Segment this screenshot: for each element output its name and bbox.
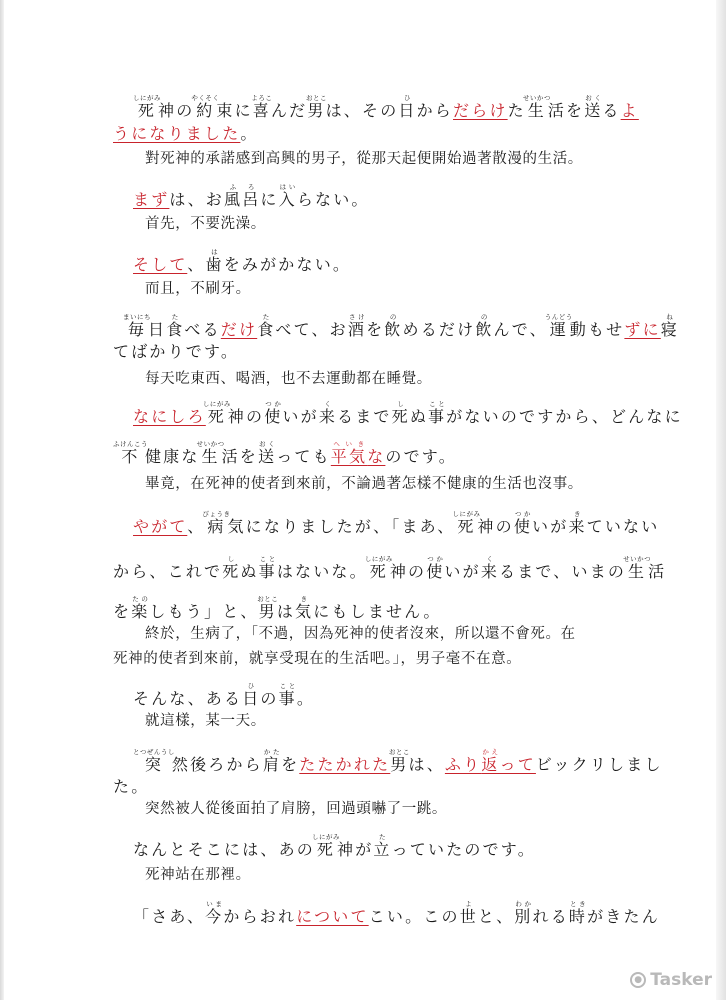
text-segment: から、これで [113, 562, 223, 581]
ruby-base: 使 [426, 562, 445, 581]
ruby-base: 約 [191, 101, 220, 120]
text-line-jp [113, 778, 149, 796]
text-segment: 束 [216, 101, 235, 120]
ruby-base: 別 [514, 907, 533, 926]
ruby-segment [312, 833, 341, 859]
furigana: おとこ [388, 748, 410, 756]
highlighted-grammar-point: って [499, 755, 536, 774]
ruby-segment [568, 900, 588, 926]
furigana: ろ [242, 183, 261, 191]
furigana: とき [568, 900, 588, 908]
text-segment: の [495, 517, 514, 536]
text-segment: の [246, 407, 265, 426]
furigana: た [166, 313, 185, 321]
ruby-segment [166, 313, 185, 339]
text-segment: 活 [648, 562, 667, 581]
furigana: しにがみ [202, 400, 231, 408]
ruby-base: 生 [522, 101, 551, 120]
text-segment: 活 [547, 101, 567, 120]
highlighted-grammar-point: ふり [444, 755, 482, 774]
text-segment: 健康 [144, 447, 182, 466]
text-segment: は、その [325, 101, 399, 120]
text-segment: るまで、いまの [499, 562, 627, 581]
ruby-base: 事 [278, 689, 297, 708]
furigana: うんどう [544, 313, 573, 321]
furigana: やくそく [191, 94, 220, 102]
ruby-base: 生 [196, 447, 225, 466]
text-line-jp [113, 555, 666, 581]
text-segment: ぬ [409, 407, 429, 426]
ruby-base: 来 [318, 407, 338, 426]
ruby-base: 毎 [123, 320, 151, 339]
text-segment: がきたん [587, 907, 660, 926]
ruby-base: 来 [568, 517, 587, 536]
ruby-segment [242, 183, 261, 209]
text-line-jp [113, 125, 259, 143]
text-segment: 就這樣，某一天。 [145, 713, 266, 729]
highlighted-grammar-point: うになりました [113, 124, 241, 143]
ruby-base: 食 [257, 320, 276, 339]
ruby-base: 死 [364, 562, 393, 581]
ruby-segment [202, 400, 231, 426]
ruby-segment [452, 510, 481, 536]
text-segment: ビックリしまし [535, 755, 663, 774]
text-line-zh [145, 475, 583, 493]
furigana: の [384, 313, 403, 321]
furigana: し [222, 555, 241, 563]
ruby-segment [224, 183, 243, 209]
text-segment: を [366, 320, 385, 339]
ruby-segment [123, 313, 151, 339]
ruby-segment [133, 748, 175, 774]
text-segment: るまで [337, 407, 392, 426]
text-segment: た [507, 101, 526, 120]
text-segment: の [408, 562, 427, 581]
text-segment: らない。 [296, 190, 370, 209]
ruby-base: 運 [544, 320, 573, 339]
ruby-base: 今 [205, 907, 224, 926]
text-line-zh [145, 215, 266, 233]
ruby-base: 平気 [330, 447, 368, 466]
text-segment: 動 [569, 320, 588, 339]
ruby-base: 死 [312, 840, 340, 859]
ruby-base: 男 [257, 602, 279, 621]
text-segment: 死神站在那裡。 [145, 867, 251, 883]
ruby-base: 死 [222, 562, 241, 581]
highlighted-grammar-point: だらけ [453, 101, 508, 120]
furigana: こと [258, 555, 277, 563]
text-segment: 神 [389, 562, 409, 581]
ruby-segment [202, 510, 231, 536]
ruby-segment [398, 94, 417, 120]
furigana: た [373, 833, 392, 841]
text-line-jp [133, 833, 536, 859]
furigana: つか [264, 400, 283, 408]
furigana: こと [428, 400, 447, 408]
ruby-segment [480, 555, 500, 581]
text-segment: んだ [270, 101, 308, 120]
ruby-segment [264, 400, 283, 426]
furigana: いま [205, 900, 224, 908]
text-segment: を [239, 447, 258, 466]
ruby-segment [251, 94, 273, 120]
ruby-segment [459, 900, 478, 926]
ruby-segment [347, 313, 367, 339]
text-segment: の [260, 689, 279, 708]
text-line-jp [133, 900, 660, 926]
text-segment: 、 [187, 517, 206, 536]
furigana: せいかつ [522, 94, 551, 102]
ruby-segment [584, 94, 603, 120]
furigana: つか [513, 510, 533, 518]
ruby-segment [514, 900, 533, 926]
text-line-jp [133, 400, 683, 426]
ruby-base: 死 [202, 407, 231, 426]
text-segment: こい。この [368, 907, 460, 926]
ruby-base: 肩 [262, 755, 282, 774]
ruby-segment [278, 183, 297, 209]
furigana: さけ [347, 313, 367, 321]
text-segment: が [355, 840, 374, 859]
text-segment: んで、 [493, 320, 548, 339]
text-line-jp [133, 682, 315, 708]
text-segment: てばかりです。 [113, 342, 240, 361]
text-segment: 每天吃東西、喝酒，也不去運動都在睡覺。 [145, 371, 432, 387]
ruby-base: 男 [388, 755, 410, 774]
ruby-base: 使 [513, 517, 533, 536]
text-line-jp [123, 313, 679, 339]
ruby-segment [544, 313, 573, 339]
ruby-base: 風 [224, 190, 243, 209]
text-segment: 気 [227, 517, 246, 536]
furigana: おく [584, 94, 603, 102]
text-line-jp [133, 94, 639, 120]
furigana: ふ [224, 183, 243, 191]
furigana: しにがみ [364, 555, 393, 563]
ruby-segment [373, 833, 392, 859]
ruby-base: 返 [481, 755, 500, 774]
text-segment: 神 [157, 101, 177, 120]
ruby-base: 事 [258, 562, 277, 581]
furigana: く [480, 555, 500, 563]
text-segment: いが [444, 562, 481, 581]
text-segment: べる [184, 320, 221, 339]
text-line-zh [145, 150, 583, 168]
text-segment: 、 [187, 255, 206, 274]
highlighted-grammar-point: なにしろ [133, 407, 206, 426]
text-segment: 後 [190, 755, 209, 774]
highlighted-grammar-point [330, 440, 368, 466]
ruby-segment [388, 748, 410, 774]
page-right-edge [716, 0, 726, 1000]
text-line-jp [113, 595, 442, 621]
highlighted-grammar-point: ずに [624, 320, 661, 339]
highlighted-grammar-point: だけ [220, 320, 258, 339]
furigana: つか [426, 555, 445, 563]
ruby-segment [428, 400, 447, 426]
text-line-zh [145, 280, 251, 298]
ruby-base: 死 [391, 407, 410, 426]
ruby-segment [475, 313, 494, 339]
text-line-jp [133, 510, 659, 536]
text-segment: な [181, 447, 200, 466]
ruby-segment [568, 510, 587, 536]
text-segment: ろから [208, 755, 263, 774]
furigana: しにがみ [452, 510, 481, 518]
ruby-segment [262, 748, 282, 774]
text-segment: 終於，生病了，「不過，因為死神的使者沒來，所以還不會死。在 [145, 626, 576, 642]
furigana: たの [131, 595, 150, 603]
ruby-segment [242, 682, 261, 708]
furigana: まいにち [123, 313, 151, 321]
ruby-segment [295, 595, 314, 621]
ruby-segment [258, 555, 277, 581]
ruby-base: 事 [428, 407, 447, 426]
furigana: ね [660, 313, 679, 321]
text-segment: を [113, 602, 132, 621]
furigana: く [318, 400, 337, 408]
text-segment: はないな。 [276, 562, 368, 581]
ruby-base: 日 [242, 689, 261, 708]
text-segment: いが [532, 517, 569, 536]
text-segment: た。 [113, 777, 150, 796]
text-segment: に [260, 190, 279, 209]
ruby-base: 酒 [347, 320, 367, 339]
ruby-segment [205, 900, 224, 926]
text-line-zh [145, 625, 576, 643]
text-line-jp [133, 748, 663, 774]
ruby-segment [384, 313, 403, 339]
text-line-zh [145, 866, 251, 884]
text-segment: っていたのです。 [391, 840, 536, 859]
text-line-zh [145, 370, 432, 388]
furigana: かえ [481, 748, 500, 756]
furigana: おとこ [306, 94, 327, 102]
text-segment: 首先，不要洗澡。 [145, 216, 266, 232]
ruby-base: 時 [568, 907, 588, 926]
text-segment: ぬ [240, 562, 259, 581]
text-segment: をみがかない。 [223, 255, 352, 274]
ruby-base: 寝 [660, 320, 679, 339]
highlighted-grammar-point: な [367, 447, 386, 466]
text-segment: 「さあ、 [133, 907, 206, 926]
highlighted-grammar-point: について [296, 907, 369, 926]
highlighted-grammar-point: よ [620, 101, 639, 120]
text-segment: を [566, 101, 585, 120]
ruby-segment [131, 595, 150, 621]
text-segment: は、 [408, 755, 445, 774]
ruby-segment [391, 400, 410, 426]
text-segment: 神 [477, 517, 496, 536]
ruby-base: 男 [306, 101, 327, 120]
furigana: かた [262, 748, 282, 756]
text-segment: 神 [227, 407, 246, 426]
text-line-zh [113, 650, 521, 668]
text-segment: がないのですから、どんなに [446, 407, 683, 426]
ruby-segment [306, 94, 327, 120]
ruby-base: 楽 [131, 602, 150, 621]
ruby-segment [318, 400, 338, 426]
ruby-base: 日 [398, 101, 417, 120]
furigana: しにがみ [312, 833, 341, 841]
text-segment: る [602, 101, 621, 120]
text-segment: っても [276, 447, 331, 466]
ruby-segment [513, 510, 533, 536]
ruby-segment [364, 555, 393, 581]
furigana: しにがみ [133, 94, 161, 102]
ruby-segment [257, 595, 279, 621]
ruby-base: 飲 [475, 320, 494, 339]
text-segment: 神 [337, 840, 356, 859]
furigana: せいかつ [623, 555, 652, 563]
furigana: き [295, 595, 314, 603]
ruby-base: 気 [295, 602, 314, 621]
ruby-base: 食 [166, 320, 185, 339]
text-segment: を [281, 755, 300, 774]
ruby-base: 送 [584, 101, 603, 120]
ruby-base: 送 [257, 447, 277, 466]
ruby-segment [133, 94, 161, 120]
ruby-segment [196, 440, 225, 466]
ruby-segment [660, 313, 679, 339]
text-segment: れる [532, 907, 569, 926]
text-segment: 死神的使者到來前，就享受現在的生活吧。」，男子毫不在意。 [113, 651, 522, 667]
furigana: おく [257, 440, 277, 448]
ruby-segment [205, 248, 224, 274]
text-line-jp [133, 248, 351, 274]
ruby-segment [222, 555, 241, 581]
text-segment: そんな、ある [133, 689, 243, 708]
text-segment: は [276, 602, 296, 621]
text-segment: しもう」と、 [149, 602, 259, 621]
tasker-logo-icon: ● [630, 972, 646, 988]
furigana: はい [278, 183, 297, 191]
furigana: せいかつ [196, 440, 225, 448]
furigana: ひ [242, 682, 261, 690]
text-segment: にもしません。 [313, 602, 442, 621]
text-segment: いが [282, 407, 319, 426]
ruby-base: 死 [133, 101, 161, 120]
text-segment: 畢竟，在死神的使者到來前，不論過著怎樣不健康的生活也沒事。 [145, 476, 583, 492]
text-segment: に [234, 101, 253, 120]
text-segment: と、 [477, 907, 515, 926]
furigana: よ [459, 900, 478, 908]
text-segment: は、お [169, 190, 225, 209]
text-line-jp [133, 183, 370, 209]
ruby-base: 立 [373, 840, 392, 859]
text-line-jp [113, 440, 457, 466]
ruby-segment [191, 94, 220, 120]
text-line-jp [113, 343, 239, 361]
ruby-base: 来 [480, 562, 500, 581]
text-segment: のです。 [385, 447, 457, 466]
text-segment: 對死神的承諾感到高興的男子，從那天起便開始過著散漫的生活。 [145, 151, 583, 167]
ruby-segment [278, 682, 297, 708]
furigana: へいき [330, 440, 368, 448]
furigana: よろこ [251, 94, 273, 102]
furigana: ふけんこう [113, 440, 148, 448]
furigana: おとこ [257, 595, 279, 603]
ruby-base: 世 [459, 907, 478, 926]
text-segment: なんとそこには、あの [133, 840, 316, 859]
ruby-segment [257, 440, 277, 466]
text-segment: べて、お [275, 320, 348, 339]
ruby-base: 突 [133, 755, 175, 774]
ruby-segment [623, 555, 652, 581]
text-line-zh [145, 800, 447, 818]
text-segment: 而且，不刷牙。 [145, 281, 251, 297]
ruby-base: 飲 [384, 320, 403, 339]
furigana: びょうき [202, 510, 231, 518]
text-segment: になりましたが、「まあ、 [245, 517, 456, 536]
ruby-segment [426, 555, 445, 581]
text-segment: 突然被人從後面拍了肩膀，回過頭嚇了一跳。 [145, 801, 447, 817]
furigana: し [391, 400, 410, 408]
page-left-edge [0, 0, 4, 1000]
furigana: き [568, 510, 587, 518]
text-line-zh [145, 712, 266, 730]
ruby-base: 入 [278, 190, 297, 209]
highlighted-grammar-point: そして [133, 255, 188, 274]
ruby-base: 使 [264, 407, 283, 426]
highlighted-grammar-point: まず [133, 190, 170, 209]
furigana: ひ [398, 94, 417, 102]
watermark-text: Tasker [650, 970, 712, 990]
furigana: わか [514, 900, 533, 908]
furigana: とつぜんうし [133, 748, 175, 756]
ruby-segment [113, 440, 148, 466]
text-segment: 活 [221, 447, 240, 466]
furigana: た [257, 313, 276, 321]
text-segment: ていない [586, 517, 660, 536]
text-segment: の [176, 101, 195, 120]
highlighted-grammar-point: たたかれた [299, 755, 391, 774]
furigana: の [475, 313, 494, 321]
ruby-base: 歯 [205, 255, 224, 274]
ruby-segment [522, 94, 551, 120]
text-segment: もせ [587, 320, 625, 339]
tasker-watermark [630, 970, 712, 990]
ruby-segment [257, 313, 276, 339]
ruby-base: 死 [452, 517, 481, 536]
ruby-base: 病 [202, 517, 231, 536]
highlighted-grammar-point [481, 748, 500, 774]
ruby-base: 呂 [242, 190, 261, 209]
furigana: こと [278, 682, 297, 690]
text-segment: から [416, 101, 454, 120]
text-segment: 。 [240, 124, 259, 143]
text-segment: からおれ [223, 907, 297, 926]
ruby-base: 不 [113, 447, 148, 466]
text-segment: 日 [147, 320, 167, 339]
highlighted-grammar-point: やがて [133, 517, 188, 536]
text-segment: 然 [171, 755, 191, 774]
ruby-base: 喜 [251, 101, 273, 120]
text-segment: 。 [296, 689, 316, 708]
text-segment: めるだけ [402, 320, 476, 339]
furigana: は [205, 248, 224, 256]
ruby-base: 生 [623, 562, 652, 581]
